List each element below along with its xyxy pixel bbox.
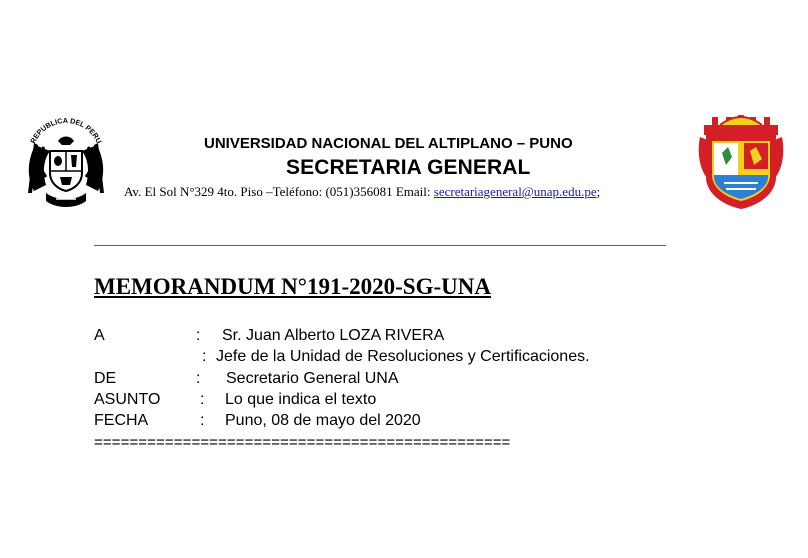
office-name: SECRETARIA GENERAL: [286, 156, 531, 179]
header-divider: ________________________________________________________________________________________: [94, 232, 666, 247]
field-value: Jefe de la Unidad de Resoluciones y Certificaciones.: [216, 348, 590, 365]
field-colon: :: [200, 412, 205, 429]
address-text: Av. El Sol N°329 4to. Piso –Teléfono: (051)356081 Email:: [124, 184, 434, 199]
field-colon: :: [202, 348, 207, 365]
field-value: Lo que indica el texto: [225, 391, 377, 408]
field-colon: :: [196, 327, 201, 344]
field-value: Puno, 08 de mayo del 2020: [225, 412, 421, 429]
field-label: A: [94, 327, 105, 344]
field-colon: :: [196, 370, 201, 387]
address-suffix: ;: [596, 184, 601, 199]
university-name: UNIVERSIDAD NACIONAL DEL ALTIPLANO – PUNO: [204, 135, 573, 152]
field-label: ASUNTO: [94, 391, 161, 408]
address-line: [124, 184, 600, 200]
field-colon: :: [200, 391, 205, 408]
svg-text:REPUBLICA DEL PERU: REPUBLICA DEL PERU: [28, 115, 104, 145]
memo-title: MEMORANDUM N°191-2020-SG-UNA: [94, 274, 491, 299]
peru-coat-of-arms-logo: [20, 115, 112, 215]
fields-divider: ===============================================: [94, 434, 511, 451]
una-crest-logo: [698, 107, 784, 211]
field-value: Sr. Juan Alberto LOZA RIVERA: [222, 327, 445, 344]
field-label: DE: [94, 370, 117, 387]
email-link[interactable]: secretariageneral@unap.edu.pe: [433, 184, 597, 199]
field-label: FECHA: [94, 412, 149, 429]
field-value: Secretario General UNA: [226, 370, 399, 387]
